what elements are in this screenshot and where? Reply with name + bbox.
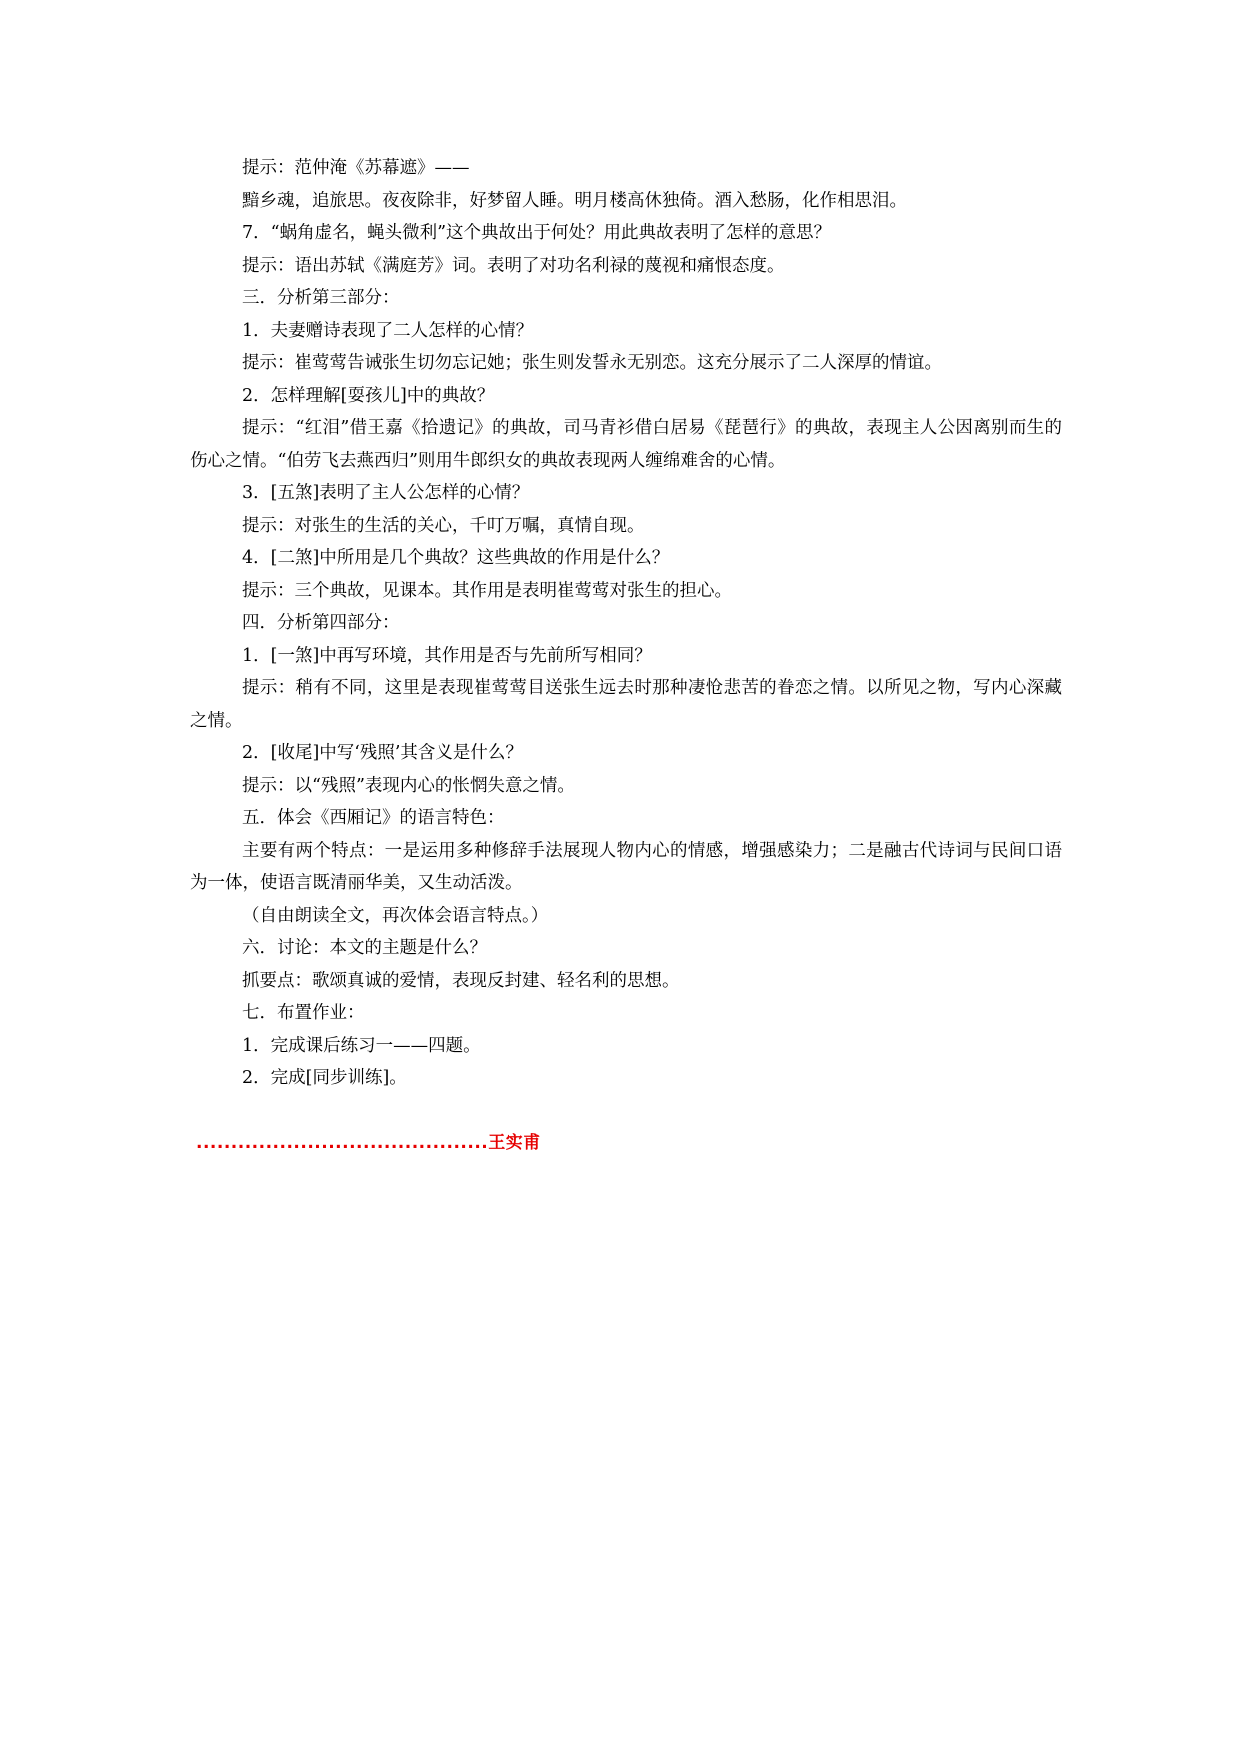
author-signature: ..........................................王实甫 [196, 1133, 541, 1153]
section-heading: 七．布置作业： [242, 1003, 365, 1023]
paragraph: 提示：“红泪”借王嘉《拾遗记》的典故，司马青衫借白居易《琵琶行》的典故，表现主人公因离别而生的伤心之情。“伯劳飞去燕西归”则用牛郎织女的典故表现两人缠绵难舍的心情。 [190, 418, 1062, 471]
section-heading: 四．分析第四部分： [242, 613, 400, 633]
section-heading: 三．分析第三部分： [242, 288, 400, 308]
document-body [190, 152, 1062, 1095]
paragraph: 主要有两个特点：一是运用多种修辞手法展现人物内心的情感，增强感染力；二是融古代诗词与民间口语为一体，使语言既清丽华美，又生动活泼。 [190, 840, 1062, 893]
question-line: 1．夫妻赠诗表现了二人怎样的心情？ [242, 320, 534, 341]
list-item: 2．完成[同步训练]。 [242, 1068, 407, 1088]
text-line: 提示：三个典故，见课本。其作用是表明崔莺莺对张生的担心。 [242, 580, 732, 601]
text-line: 7．“蜗角虚名，蝇头微利”这个典故出于何处？用此典故表明了怎样的意思？ [242, 223, 832, 243]
text-line: 提示：语出苏轼《满庭芳》词。表明了对功名利禄的蔑视和痛恨态度。 [242, 255, 785, 276]
question-line: 1．[一煞]中再写环境，其作用是否与先前所写相同？ [242, 645, 652, 666]
section-heading: 六．讨论：本文的主题是什么？ [242, 938, 487, 958]
question-line: 3．[五煞]表明了主人公怎样的心情？ [242, 483, 530, 503]
list-item: 1．完成课后练习一——四题。 [242, 1035, 481, 1056]
text-line: 提示：对张生的生活的关心，千叮万嘱，真情自现。 [242, 515, 645, 536]
text-line: （自由朗读全文，再次体会语言特点。） [242, 905, 549, 926]
text-line: 抓要点：歌颂真诚的爱情，表现反封建、轻名利的思想。 [242, 970, 680, 991]
paragraph: 提示：稍有不同，这里是表现崔莺莺目送张生远去时那种凄怆悲苦的眷恋之情。以所见之物，写内心深藏之情。 [190, 678, 1062, 731]
text-line: 提示：以“残照”表现内心的怅惘失意之情。 [242, 775, 575, 796]
question-line: 2．[收尾]中写‘残照’其含义是什么？ [242, 743, 523, 763]
text-line: 提示：范仲淹《苏幕遮》—— [242, 158, 470, 178]
question-line: 4．[二煞]中所用是几个典故？这些典故的作用是什么？ [242, 548, 670, 568]
question-line: 2．怎样理解[耍孩儿]中的典故？ [242, 385, 495, 406]
text-line: 提示：崔莺莺告诫张生切勿忘记她；张生则发誓永无别恋。这充分展示了二人深厚的情谊。 [242, 353, 942, 373]
section-heading: 五．体会《西厢记》的语言特色： [242, 808, 505, 828]
text-line: 黯乡魂，追旅思。夜夜除非，好梦留人睡。明月楼高休独倚。酒入愁肠，化作相思泪。 [242, 190, 907, 211]
